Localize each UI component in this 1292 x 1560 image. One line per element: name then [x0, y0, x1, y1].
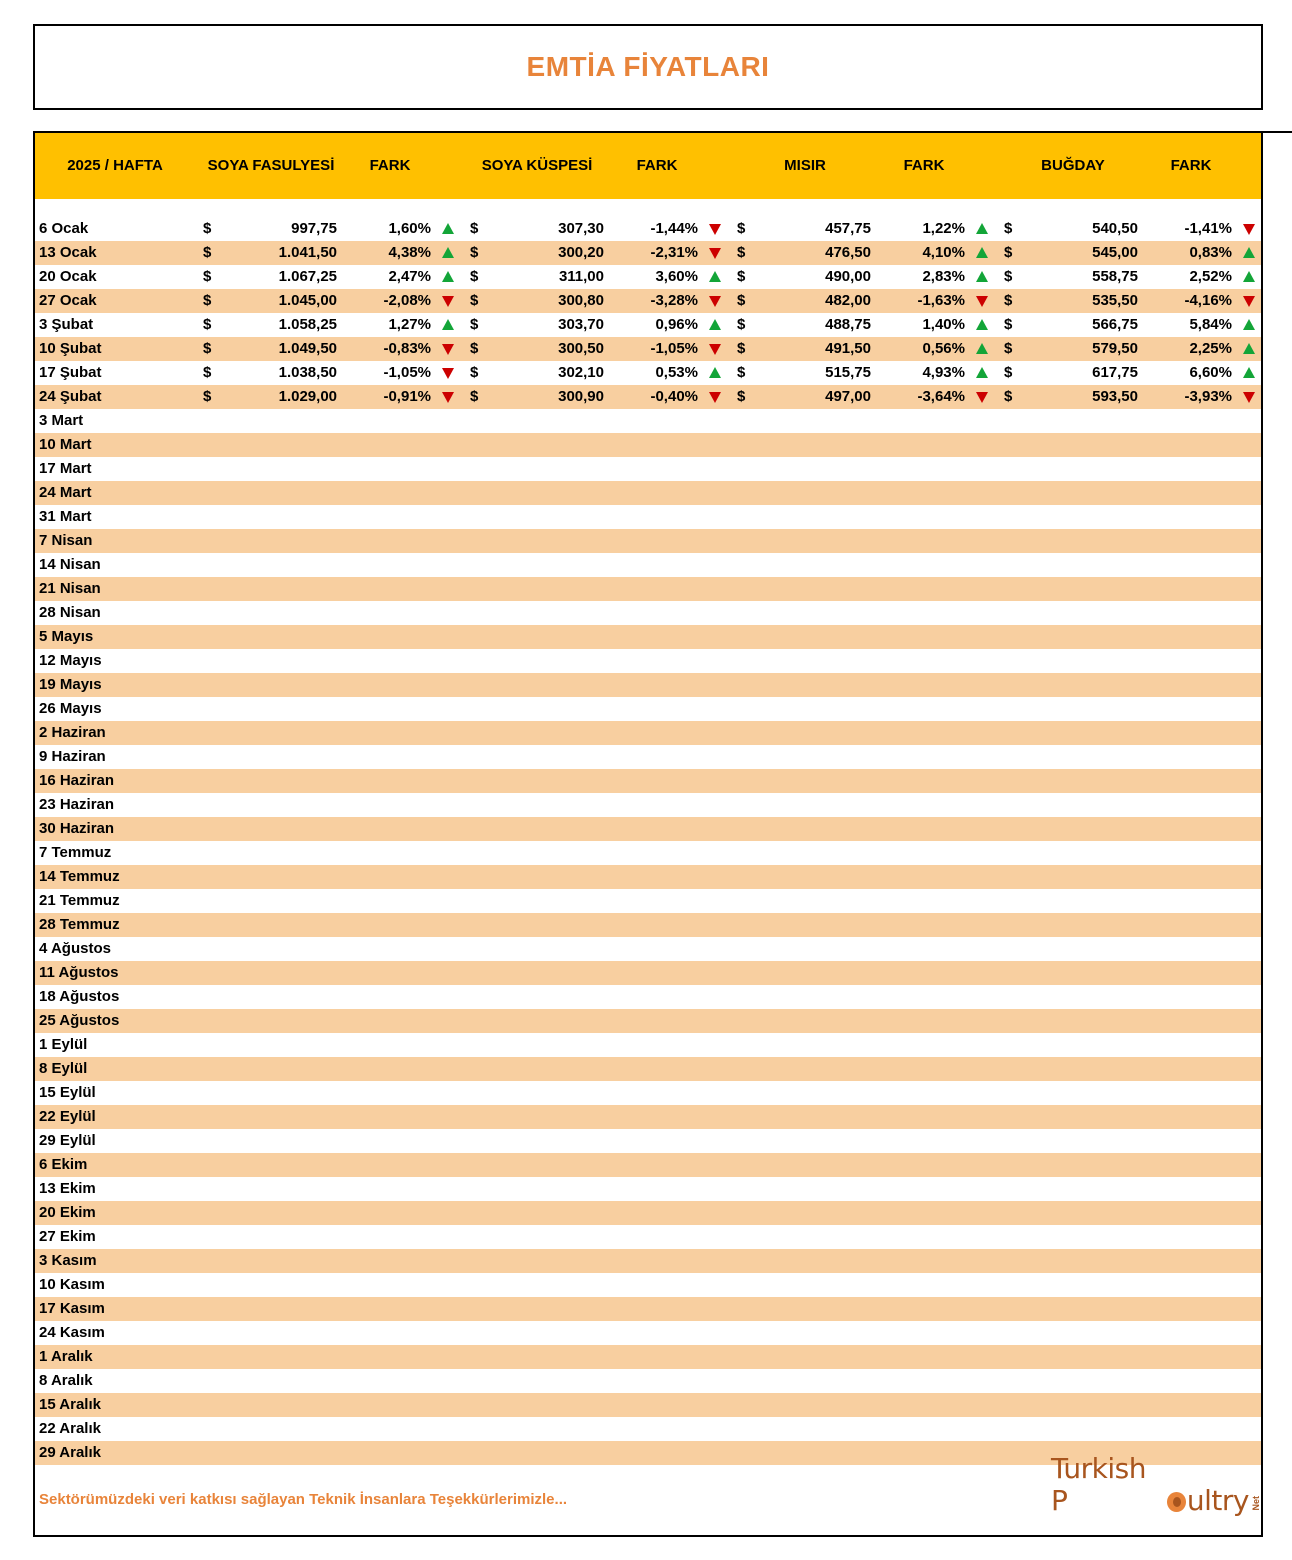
currency-symbol: $ [1004, 340, 1013, 357]
currency-symbol: $ [470, 220, 479, 237]
page-title: EMTİA FİYATLARI [526, 51, 770, 82]
corn-diff: 0,56% [922, 340, 965, 357]
arrow-up-icon [1243, 271, 1255, 282]
currency-symbol: $ [470, 388, 479, 405]
currency-symbol: $ [1004, 268, 1013, 285]
arrow-down-icon [709, 344, 721, 355]
currency-symbol: $ [737, 268, 746, 285]
currency-symbol: $ [1004, 388, 1013, 405]
header-corn: MISIR [784, 157, 826, 174]
header-wheat: BUĞDAY [1041, 157, 1105, 174]
table-row [35, 1345, 1261, 1369]
week-label: 17 Şubat [39, 364, 102, 381]
table-row [35, 409, 1261, 433]
corn-diff: 4,93% [922, 364, 965, 381]
week-label: 11 Ağustos [39, 964, 119, 981]
week-label: 8 Aralık [39, 1372, 93, 1389]
table-row [35, 961, 1261, 985]
table-row [35, 817, 1261, 841]
arrow-up-icon [976, 367, 988, 378]
soy-price: 1.038,50 [278, 364, 337, 381]
currency-symbol: $ [737, 316, 746, 333]
week-label: 24 Mart [39, 484, 92, 501]
arrow-up-icon [709, 367, 721, 378]
corn-price: 476,50 [825, 244, 871, 261]
week-label: 3 Şubat [39, 316, 94, 333]
arrow-up-icon [1243, 367, 1255, 378]
week-label: 29 Aralık [39, 1444, 101, 1461]
arrow-up-icon [442, 271, 454, 282]
table-row [35, 1225, 1261, 1249]
week-label: 24 Şubat [39, 388, 102, 405]
week-label: 28 Temmuz [39, 916, 120, 933]
arrow-down-icon [442, 368, 454, 379]
soy-diff: -0,91% [383, 388, 431, 405]
corn-price: 490,00 [825, 268, 871, 285]
week-label: 10 Şubat [39, 340, 102, 357]
turkish-poultry-logo [1051, 1452, 1261, 1517]
wheat-diff: 6,60% [1189, 364, 1232, 381]
arrow-down-icon [976, 296, 988, 307]
wheat-diff: 2,25% [1189, 340, 1232, 357]
week-label: 22 Aralık [39, 1420, 101, 1437]
week-label: 10 Mart [39, 436, 92, 453]
week-label: 8 Eylül [39, 1060, 88, 1077]
currency-symbol: $ [737, 244, 746, 261]
week-label: 25 Ağustos [39, 1012, 120, 1029]
corn-price: 491,50 [825, 340, 871, 357]
week-label: 3 Mart [39, 412, 84, 429]
week-label: 13 Ekim [39, 1180, 96, 1197]
table-row [35, 1393, 1261, 1417]
table-row [35, 1081, 1261, 1105]
week-label: 30 Haziran [39, 820, 115, 837]
week-label: 21 Nisan [39, 580, 101, 597]
week-label: 12 Mayıs [39, 652, 102, 669]
currency-symbol: $ [1004, 220, 1013, 237]
table-row [35, 289, 1261, 313]
corn-price: 482,00 [825, 292, 871, 309]
soy-price: 1.067,25 [278, 268, 337, 285]
corn-price: 515,75 [825, 364, 871, 381]
table-row [35, 553, 1261, 577]
table-row [35, 1249, 1261, 1273]
soy-price: 1.049,50 [278, 340, 337, 357]
week-label: 23 Haziran [39, 796, 115, 813]
meal-price: 300,50 [558, 340, 604, 357]
table-row [35, 1033, 1261, 1057]
table-row [35, 217, 1261, 241]
week-label: 13 Ocak [39, 244, 97, 261]
soy-diff: -1,05% [383, 364, 431, 381]
arrow-down-icon [442, 296, 454, 307]
arrow-up-icon [1243, 247, 1255, 258]
meal-diff: -1,44% [650, 220, 698, 237]
meal-diff: 0,53% [655, 364, 698, 381]
week-label: 15 Eylül [39, 1084, 96, 1101]
soy-diff: 1,60% [388, 220, 431, 237]
currency-symbol: $ [203, 268, 212, 285]
week-label: 1 Aralık [39, 1348, 93, 1365]
soy-price: 1.029,00 [278, 388, 337, 405]
arrow-up-icon [976, 319, 988, 330]
week-label: 21 Temmuz [39, 892, 120, 909]
table-row [35, 841, 1261, 865]
header-soybean: SOYA FASULYESİ [207, 157, 335, 174]
arrow-down-icon [709, 224, 721, 235]
logo-text-part2: ultry [1186, 1484, 1249, 1517]
meal-diff: -2,31% [650, 244, 698, 261]
arrow-up-icon [1243, 343, 1255, 354]
week-label: 29 Eylül [39, 1132, 96, 1149]
arrow-up-icon [442, 223, 454, 234]
table-row [35, 1129, 1261, 1153]
week-label: 6 Ocak [39, 220, 89, 237]
week-label: 31 Mart [39, 508, 92, 525]
corn-diff: 1,22% [922, 220, 965, 237]
commodity-table [33, 131, 1263, 1537]
table-row [35, 1297, 1261, 1321]
table-row [35, 937, 1261, 961]
arrow-up-icon [442, 247, 454, 258]
currency-symbol: $ [470, 292, 479, 309]
arrow-up-icon [709, 271, 721, 282]
week-label: 17 Mart [39, 460, 92, 477]
table-row [35, 433, 1261, 457]
table-row [35, 673, 1261, 697]
arrow-up-icon [976, 343, 988, 354]
table-row [35, 625, 1261, 649]
table-row [35, 985, 1261, 1009]
table-row [35, 649, 1261, 673]
week-label: 10 Kasım [39, 1276, 105, 1293]
soy-price: 997,75 [291, 220, 337, 237]
meal-diff: -1,05% [650, 340, 698, 357]
currency-symbol: $ [1004, 244, 1013, 261]
wheat-price: 566,75 [1092, 316, 1138, 333]
week-label: 26 Mayıs [39, 700, 102, 717]
corn-diff: -3,64% [917, 388, 965, 405]
logo-net: Net [1251, 1496, 1261, 1511]
week-label: 7 Nisan [39, 532, 93, 549]
corn-diff: 2,83% [922, 268, 965, 285]
week-label: 6 Ekim [39, 1156, 88, 1173]
wheat-diff: 5,84% [1189, 316, 1232, 333]
soy-diff: 4,38% [388, 244, 431, 261]
table-row [35, 313, 1261, 337]
currency-symbol: $ [203, 220, 212, 237]
table-row [35, 721, 1261, 745]
week-label: 2 Haziran [39, 724, 106, 741]
table-row [35, 241, 1261, 265]
arrow-up-icon [976, 223, 988, 234]
currency-symbol: $ [203, 244, 212, 261]
arrow-down-icon [442, 392, 454, 403]
table-row [35, 505, 1261, 529]
currency-symbol: $ [470, 340, 479, 357]
currency-symbol: $ [737, 220, 746, 237]
table-row [35, 1417, 1261, 1441]
arrow-down-icon [1243, 224, 1255, 235]
table-header [35, 133, 1261, 199]
week-label: 14 Temmuz [39, 868, 120, 885]
corn-diff: 4,10% [922, 244, 965, 261]
meal-price: 300,80 [558, 292, 604, 309]
meal-price: 303,70 [558, 316, 604, 333]
currency-symbol: $ [737, 364, 746, 381]
meal-price: 300,90 [558, 388, 604, 405]
week-label: 22 Eylül [39, 1108, 96, 1125]
header-diff-soymeal: FARK [636, 157, 678, 174]
wheat-price: 593,50 [1092, 388, 1138, 405]
week-label: 24 Kasım [39, 1324, 105, 1341]
currency-symbol: $ [203, 364, 212, 381]
arrow-up-icon [442, 319, 454, 330]
arrow-up-icon [976, 271, 988, 282]
wheat-diff: 0,83% [1189, 244, 1232, 261]
arrow-down-icon [1243, 392, 1255, 403]
corn-diff: 1,40% [922, 316, 965, 333]
soy-diff: -0,83% [383, 340, 431, 357]
arrow-down-icon [709, 248, 721, 259]
table-row [35, 577, 1261, 601]
table-row [35, 529, 1261, 553]
currency-symbol: $ [203, 340, 212, 357]
table-row [35, 385, 1261, 409]
currency-symbol: $ [470, 316, 479, 333]
currency-symbol: $ [1004, 292, 1013, 309]
arrow-down-icon [709, 296, 721, 307]
soy-price: 1.058,25 [278, 316, 337, 333]
table-row [35, 745, 1261, 769]
table-row [35, 265, 1261, 289]
logo-text-part1: Turkish P [1051, 1452, 1146, 1517]
meal-diff: 0,96% [655, 316, 698, 333]
meal-price: 300,20 [558, 244, 604, 261]
wheat-price: 535,50 [1092, 292, 1138, 309]
week-label: 15 Aralık [39, 1396, 101, 1413]
wheat-diff: -3,93% [1184, 388, 1232, 405]
table-row [35, 1321, 1261, 1345]
table-row [35, 889, 1261, 913]
week-label: 7 Temmuz [39, 844, 112, 861]
currency-symbol: $ [737, 292, 746, 309]
week-label: 5 Mayıs [39, 628, 94, 645]
header-week: 2025 / HAFTA [67, 157, 163, 174]
wheat-diff: -1,41% [1184, 220, 1232, 237]
table-row [35, 457, 1261, 481]
currency-symbol: $ [470, 364, 479, 381]
table-row [35, 1273, 1261, 1297]
header-diff-wheat: FARK [1170, 157, 1212, 174]
week-label: 19 Mayıs [39, 676, 102, 693]
title-box [33, 24, 1263, 110]
corn-price: 457,75 [825, 220, 871, 237]
wheat-price: 540,50 [1092, 220, 1138, 237]
currency-symbol: $ [203, 316, 212, 333]
soy-price: 1.045,00 [278, 292, 337, 309]
corn-price: 488,75 [825, 316, 871, 333]
soy-price: 1.041,50 [278, 244, 337, 261]
table-row [35, 1153, 1261, 1177]
currency-symbol: $ [203, 388, 212, 405]
soy-diff: -2,08% [383, 292, 431, 309]
currency-symbol: $ [203, 292, 212, 309]
header-soymeal: SOYA KÜSPESİ [481, 157, 593, 174]
meal-diff: 3,60% [655, 268, 698, 285]
header-diff-corn: FARK [903, 157, 945, 174]
table-row [35, 481, 1261, 505]
week-label: 3 Kasım [39, 1252, 97, 1269]
table-row [35, 769, 1261, 793]
arrow-down-icon [1243, 296, 1255, 307]
week-label: 27 Ekim [39, 1228, 96, 1245]
wheat-price: 617,75 [1092, 364, 1138, 381]
week-label: 1 Eylül [39, 1036, 88, 1053]
arrow-up-icon [976, 247, 988, 258]
corn-price: 497,00 [825, 388, 871, 405]
week-label: 4 Ağustos [39, 940, 111, 957]
week-label: 14 Nisan [39, 556, 101, 573]
meal-price: 311,00 [558, 268, 604, 285]
week-label: 20 Ocak [39, 268, 97, 285]
meal-price: 307,30 [558, 220, 604, 237]
table-row [35, 601, 1261, 625]
wheat-price: 558,75 [1092, 268, 1138, 285]
table-row [35, 865, 1261, 889]
meal-diff: -0,40% [650, 388, 698, 405]
arrow-down-icon [442, 344, 454, 355]
table-row [35, 361, 1261, 385]
meal-diff: -3,28% [650, 292, 698, 309]
table-row [35, 1105, 1261, 1129]
currency-symbol: $ [1004, 364, 1013, 381]
arrow-up-icon [709, 319, 721, 330]
currency-symbol: $ [470, 268, 479, 285]
header-diff-soybean: FARK [369, 157, 411, 174]
currency-symbol: $ [470, 244, 479, 261]
table-body [35, 217, 1261, 1465]
week-label: 16 Haziran [39, 772, 115, 789]
corn-diff: -1,63% [917, 292, 965, 309]
week-label: 20 Ekim [39, 1204, 96, 1221]
wheat-diff: -4,16% [1184, 292, 1232, 309]
wheat-diff: 2,52% [1189, 268, 1232, 285]
soy-diff: 1,27% [388, 316, 431, 333]
table-row [35, 1177, 1261, 1201]
wheat-price: 545,00 [1092, 244, 1138, 261]
week-label: 28 Nisan [39, 604, 101, 621]
currency-symbol: $ [737, 388, 746, 405]
table-row [35, 1369, 1261, 1393]
currency-symbol: $ [737, 340, 746, 357]
table-row [35, 913, 1261, 937]
week-label: 18 Ağustos [39, 988, 120, 1005]
table-row [35, 697, 1261, 721]
table-row [35, 1009, 1261, 1033]
currency-symbol: $ [1004, 316, 1013, 333]
arrow-down-icon [709, 392, 721, 403]
table-row [35, 793, 1261, 817]
week-label: 17 Kasım [39, 1300, 105, 1317]
arrow-up-icon [1243, 319, 1255, 330]
egg-icon [1167, 1492, 1186, 1512]
table-row [35, 337, 1261, 361]
table-row [35, 1201, 1261, 1225]
border-extension [1261, 131, 1292, 133]
soy-diff: 2,47% [388, 268, 431, 285]
table-row [35, 1057, 1261, 1081]
arrow-down-icon [976, 392, 988, 403]
footer-thanks: Sektörümüzdeki veri katkısı sağlayan Teknik İnsanlara Teşekkürlerimizle... [39, 1491, 568, 1508]
meal-price: 302,10 [558, 364, 604, 381]
week-label: 27 Ocak [39, 292, 97, 309]
week-label: 9 Haziran [39, 748, 106, 765]
wheat-price: 579,50 [1092, 340, 1138, 357]
